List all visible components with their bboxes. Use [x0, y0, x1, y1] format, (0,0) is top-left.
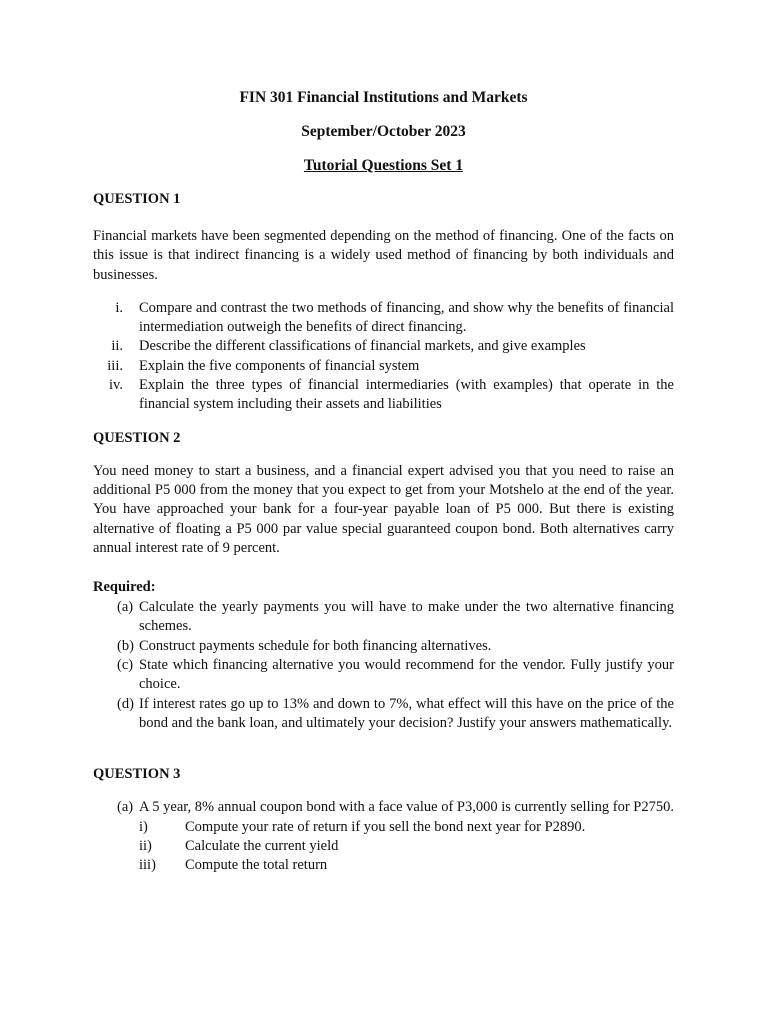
item-number: iv. — [109, 377, 123, 394]
item-number: (a) — [117, 799, 134, 816]
question-1-intro: Financial markets have been segmented depending on the method of financing. One of the facts on this issue is that indirect financing is a widely used method of financing by both individuals and businesses. — [93, 228, 674, 283]
item-text: Compare and contrast the two methods of financing, and show why the benefits of financial intermediation outweigh the benefits of direct financing. — [139, 299, 674, 336]
list-item — [93, 656, 674, 695]
list-item — [93, 299, 674, 338]
item-text: If interest rates go up to 13% and down to 7%, what effect will this have on the price of the bond and the bank loan, and ultimately your decision? Justify your answers mathematically. — [139, 695, 674, 731]
question-1-section — [93, 190, 674, 415]
item-text: Construct payments schedule for both financing alternatives. — [139, 637, 492, 654]
item-text: Compute your rate of return if you sell the bond next year for P2890. — [185, 818, 586, 835]
item-number: ii) — [139, 837, 152, 854]
list-item — [93, 637, 674, 656]
question-3-section — [93, 765, 674, 875]
list-item — [93, 695, 674, 734]
item-number: i. — [115, 299, 123, 316]
list-item — [93, 818, 674, 837]
course-title: FIN 301 Financial Institutions and Markets — [239, 89, 528, 106]
item-number: ii. — [111, 338, 123, 355]
question-2-intro: You need money to start a business, and a financial expert advised you that you need to raise an additional P5 000 from the money that you expect to get from your Motshelo at the end of the year. You have approached your bank for a four-year payable loan of P5 000. But there is existing alternative of floating a P5 000 par value special guaranteed coupon bond. Both alternatives carry annual interest rate of 9 percent. — [93, 462, 674, 556]
question-2-list — [93, 598, 674, 733]
list-item — [93, 337, 674, 356]
item-text: Calculate the yearly payments you will have to make under the two alternative financing schemes. — [139, 599, 674, 635]
item-text: A 5 year, 8% annual coupon bond with a face value of P3,000 is currently selling for P2750. — [139, 799, 674, 816]
question-1-list — [93, 299, 674, 415]
item-number: (c) — [117, 657, 134, 674]
list-item — [93, 856, 674, 875]
item-text: Calculate the current yield — [185, 837, 339, 854]
item-number: (a) — [117, 599, 134, 616]
document-page — [93, 84, 674, 875]
item-text: Explain the five components of financial system — [139, 357, 420, 374]
item-number: iii. — [107, 357, 123, 374]
question-3-list — [93, 798, 674, 817]
list-item — [93, 376, 674, 415]
item-text: Compute the total return — [185, 857, 328, 874]
question-1-heading: QUESTION 1 — [93, 191, 181, 207]
required-label: Required: — [93, 579, 156, 596]
item-number: i) — [139, 818, 148, 835]
set-title: Tutorial Questions Set 1 — [303, 157, 464, 174]
term-title: September/October 2023 — [301, 123, 466, 140]
question-2-section — [93, 429, 674, 734]
item-number: (d) — [117, 695, 134, 712]
list-item — [93, 598, 674, 637]
item-text: State which financing alternative you would recommend for the vendor. Fully justify your choice. — [139, 657, 674, 693]
item-text: Describe the different classifications of financial markets, and give examples — [139, 338, 586, 355]
question-3-heading: QUESTION 3 — [93, 766, 181, 783]
question-2-heading: QUESTION 2 — [93, 429, 181, 446]
question-3-sub-list — [93, 818, 674, 876]
list-item — [93, 357, 674, 376]
item-number: (b) — [117, 637, 134, 654]
list-item — [93, 798, 674, 817]
item-text: Explain the three types of financial intermediaries (with examples) that operate in the financial system including their assets and liabilities — [139, 377, 674, 413]
list-item — [93, 837, 674, 856]
item-number: iii) — [139, 857, 156, 874]
